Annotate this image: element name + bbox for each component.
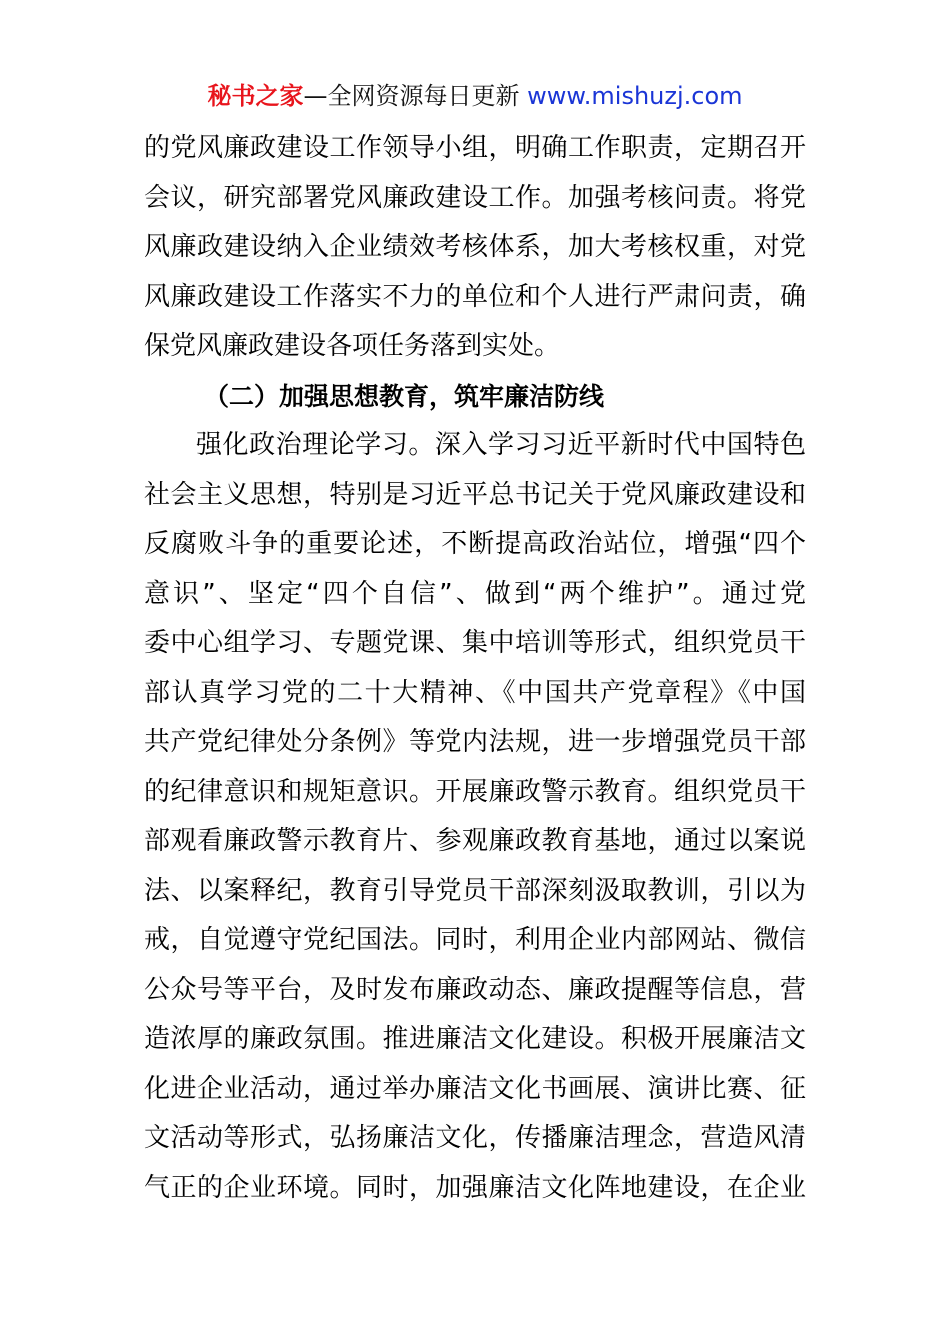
header-url-link[interactable]: www.mishuzj.com: [527, 82, 743, 110]
text-line: 造浓厚的廉政氛围。推进廉洁文化建设。积极开展廉洁文: [144, 1024, 806, 1054]
text-line: 共产党纪律处分条例》等党内法规，进一步增强党员干部: [144, 727, 806, 757]
text-line: 保党风廉政建设各项任务落到实处。: [144, 331, 561, 361]
text-line: 会议，研究部署党风廉政建设工作。加强考核问责。将党: [144, 182, 806, 213]
text-line: 强化政治理论学习。深入学习习近平新时代中国特色: [196, 430, 806, 460]
text-line: 文活动等形式，弘扬廉洁文化，传播廉洁理念，营造风清: [144, 1123, 806, 1153]
text-line: 的纪律意识和规矩意识。开展廉政警示教育。组织党员干: [144, 776, 806, 807]
text-line: 委中心组学习、专题党课、集中培训等形式，组织党员干: [144, 628, 806, 658]
text-line: 部观看廉政警示教育片、参观廉政教育基地，通过以案说: [144, 826, 806, 856]
document-body: [144, 124, 806, 1213]
text-line: 风廉政建设纳入企业绩效考核体系，加大考核权重，对党: [144, 232, 806, 262]
text-line: 气正的企业环境。同时，加强廉洁文化阵地建设，在企业: [144, 1172, 806, 1203]
page-header: [0, 80, 950, 112]
text-line: 的党风廉政建设工作领导小组，明确工作职责，定期召开: [144, 133, 806, 163]
text-line: 意识”、坚定“四个自信”、做到“两个维护”。通过党: [144, 578, 806, 609]
text-line: 法、以案释纪，教育引导党员干部深刻汲取教训，引以为: [144, 875, 806, 906]
text-line: 社会主义思想，特别是习近平总书记关于党风廉政建设和: [144, 479, 806, 510]
section-heading: （二）加强思想教育，筑牢廉洁防线: [204, 381, 605, 411]
text-line: 风廉政建设工作落实不力的单位和个人进行严肃问责，确: [144, 281, 806, 312]
text-line: 部认真学习党的二十大精神、《中国共产党章程》《中国: [144, 677, 806, 708]
text-line: 公众号等平台，及时发布廉政动态、廉政提醒等信息，营: [144, 974, 806, 1005]
text-line: 化进企业活动，通过举办廉洁文化书画展、演讲比赛、征: [144, 1073, 806, 1104]
text-line: 戒，自觉遵守党纪国法。同时，利用企业内部网站、微信: [144, 925, 806, 955]
header-tagline: —全网资源每日更新: [303, 82, 528, 110]
text-line: 反腐败斗争的重要论述，不断提高政治站位，增强“四个: [144, 529, 806, 559]
header-brand: 秘书之家: [207, 82, 304, 110]
